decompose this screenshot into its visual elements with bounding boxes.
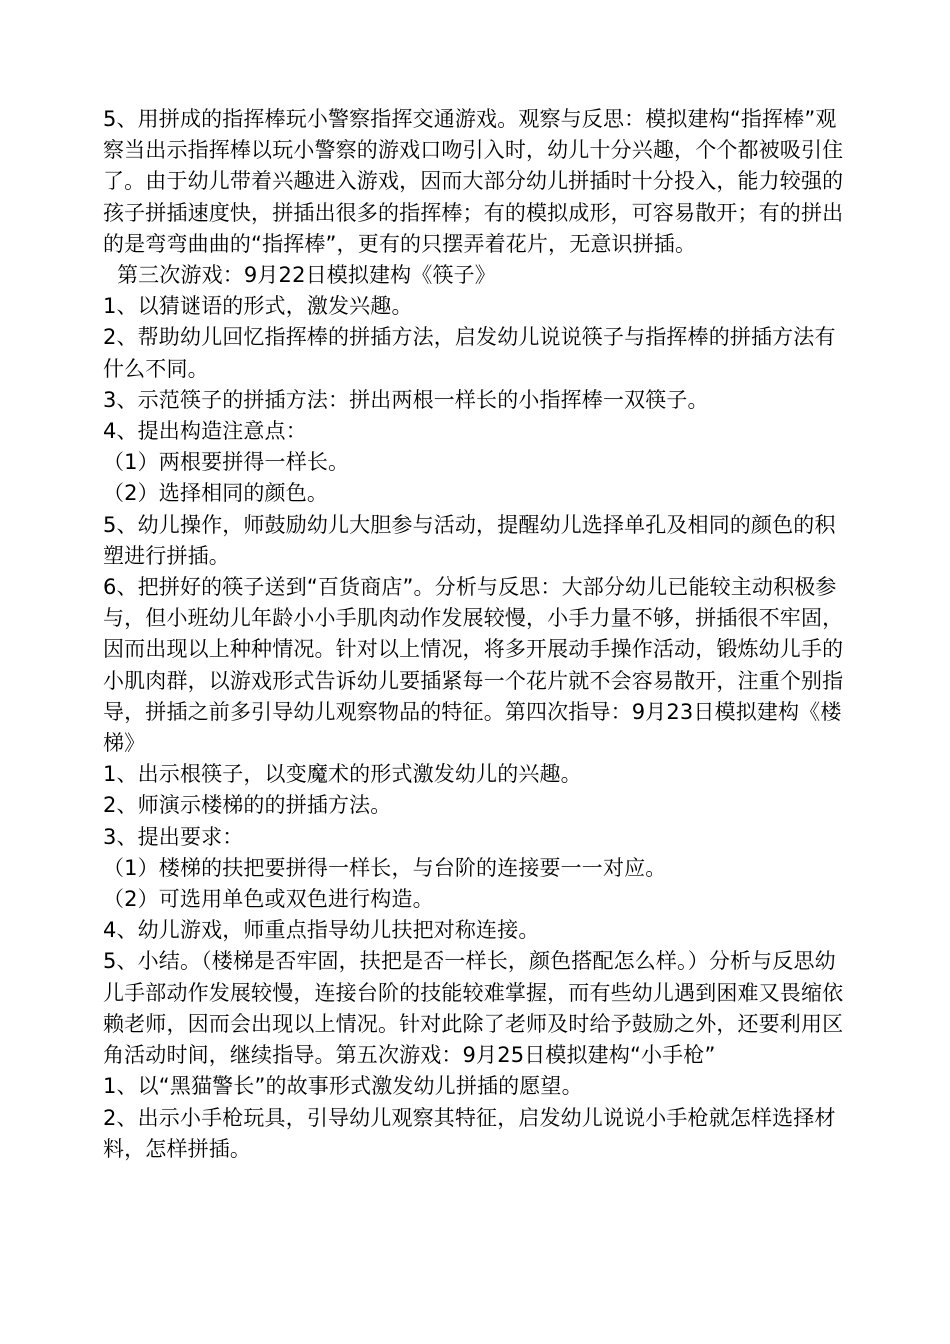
- list-item: 1、以猜谜语的形式，激发兴趣。: [103, 294, 413, 319]
- paragraph-analysis-reflection: 6、把拼好的筷子送到“百货商店”。分析与反思：大部分幼儿已能较主动积极参与，但小班幼儿年龄小小手肌肉动作发展较慢，小手力量不够，拼插很不牢固，因而出现以上种种情况。针对以上情况，将多开展动手操作活动，锻炼幼儿手的小肌肉群，以游戏形式告诉幼儿要插紧每一个花片就不会容易散开，注重个别指导，拼插之前多引导幼儿观察物品的特征。第四次指导：9月23日模拟建构《楼梯》: [103, 575, 844, 756]
- list-item: 3、示范筷子的拼插方法：拼出两根一样长的小指挥棒一双筷子。: [103, 387, 709, 412]
- paragraph-step-5-observation: 5、用拼成的指挥棒玩小警察指挥交通游戏。观察与反思：模拟建构“指挥棒”观察当出示指挥棒以玩小警察的游戏口吻引入时，幼儿十分兴趣，个个都被吸引住了。由于幼儿带着兴趣进入游戏，因而大部分幼儿拼插时十分投入，能力较强的孩子拼插速度快，拼插出很多的指挥棒；有的模拟成形，可容易散开；有的拼出的是弯弯曲曲的“指挥棒”，更有的只摆弄着花片，无意识拼插。: [103, 107, 844, 256]
- list-item: 1、以“黑猫警长”的故事形式激发幼儿拼插的愿望。: [103, 1074, 583, 1099]
- section-heading-third-game: 第三次游戏：9月22日模拟建构《筷子》: [117, 263, 496, 288]
- list-item: 2、师演示楼梯的的拼插方法。: [103, 793, 392, 818]
- sub-list-item: （1）两根要拼得一样长。: [103, 450, 350, 475]
- list-item: 4、幼儿游戏，师重点指导幼儿扶把对称连接。: [103, 918, 540, 943]
- sub-list-item: （2）可选用单色或双色进行构造。: [103, 887, 434, 912]
- list-item: 2、帮助幼儿回忆指挥棒的拼插方法，启发幼儿说说筷子与指挥棒的拼插方法有什么不同。: [103, 325, 836, 381]
- sub-list-item: （2）选择相同的颜色。: [103, 481, 329, 506]
- paragraph-summary-reflection: 5、小结。（楼梯是否牢固，扶把是否一样长，颜色搭配怎么样。）分析与反思幼儿手部动作发展较慢，连接台阶的技能较难掌握，而有些幼儿遇到困难又畏缩依赖老师，因而会出现以上情况。针对此除了老师及时给予鼓励之外，还要利用区角活动时间，继续指导。第五次游戏：9月25日模拟建构“小手枪”: [103, 949, 844, 1068]
- list-item: 1、出示根筷子，以变魔术的形式激发幼儿的兴趣。: [103, 762, 582, 787]
- document-body: [103, 104, 853, 1165]
- list-item: 5、幼儿操作，师鼓励幼儿大胆参与活动，提醒幼儿选择单孔及相同的颜色的积塑进行拼插。: [103, 512, 836, 568]
- sub-list-item: （1）楼梯的扶把要拼得一样长，与台阶的连接要一一对应。: [103, 855, 667, 880]
- list-item: 2、出示小手枪玩具，引导幼儿观察其特征，启发幼儿说说小手枪就怎样选择材料，怎样拼插。: [103, 1105, 836, 1161]
- list-item: 4、提出构造注意点：: [103, 419, 307, 444]
- list-item: 3、提出要求：: [103, 824, 244, 849]
